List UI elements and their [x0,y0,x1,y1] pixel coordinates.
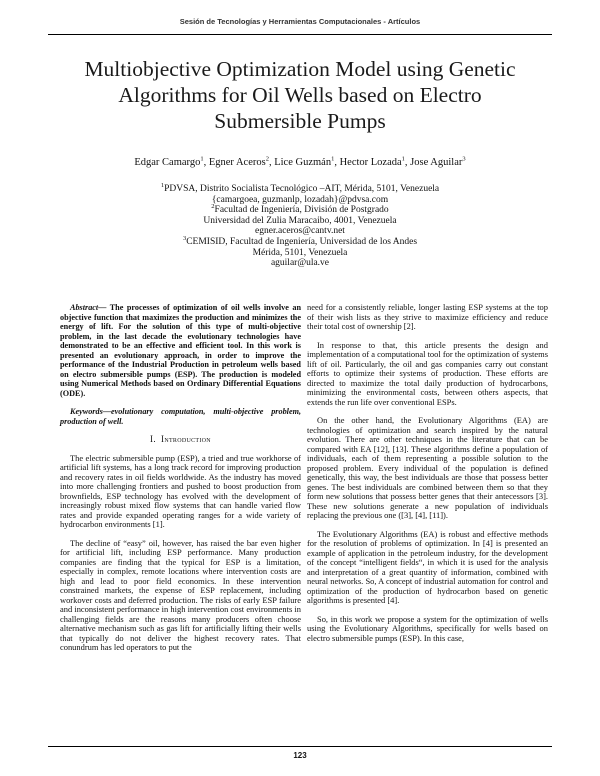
keywords-label: Keywords— [70,407,111,416]
affiliation-3-city: Mérida, 5101, Venezuela [252,247,348,258]
paragraph: need for a consistently reliable, longer lasting ESP systems at the top of their wish lists as they strive to maximize efficiency and reduce their total cost of ownership [2]. [307,302,548,331]
running-header [48,14,552,35]
author-name: Lice Guzmán [274,157,332,168]
affiliations [40,181,560,269]
author-sup: 1 [331,155,335,163]
author-name: Jose Aguilar [410,157,463,168]
abstract-label: Abstract— [70,303,107,312]
abstract-text: The processes of optimization of oil wells involve an objective function that maximizes the production and minimizes the energy of lift. For the solution of this type of multi-objective problem, in the last decade the evolutionary technologies have demonstrated to be an effective and efficient tool. In this work is presented an evolutionary approach, in order to improve the performance of the Industrial Production in petroleum wells based on electro submersible pumps (ESP). The production is modeled using Numerical Methods based on Ordinary Differential Equations (ODE). [60,303,301,398]
author-sup: 1 [200,155,204,163]
paper-title [60,56,540,134]
running-header-text: Sesión de Tecnologías y Herramientas Computacionales - Artículos [179,17,421,26]
author-sup: 3 [462,155,466,163]
affiliation-3: $^3$CEMISID, Facultad de Ingeniería, Universidad de los Andes [182,234,418,247]
paragraph: The electric submersible pump (ESP), a tried and true workhorse of artificial lift systems, has a long track record for improving production and recovery rates in oil fields worldwide. As the industry has moved into more challenging frontiers and pushed to boost production from brownfields, ESP technology has evolved with the development of increasingly robust mixed flow systems that can handle varied flow rates and provide expanded operating ranges for a wide variety of hydrocarbon environments [1]. [60,452,301,529]
right-column [307,303,548,652]
author-sup: 2 [265,155,269,163]
author-name: Hector Lozada [339,157,402,168]
title-line-3: Submersible Pumps [214,109,386,133]
author-list: Edgar Camargo$^1$, Egner Aceros$^2$, Lice Guzmán$^1$, Hector Lozada$^1$, Jose Aguilar$^3$ [134,155,466,168]
section-heading-introduction: I. Introduction [150,434,211,444]
paragraph: The Evolutionary Algorithms (EA) is robust and effective methods for the resolution of problems of optimization. In [4] is presented an example of application in the petroleum industry, for the development of the concept “intelligent fields“, in which it is used for the analysis and interpretation of a great quantity of information, combined with neural networks. So, A concept of industrial automation for control and optimization of the production of hydrocarbon based on genetic algorithms is presented [4]. [307,528,548,605]
affiliation-1: $^1$PDVSA, Distrito Socialista Tecnológico –AIT, Mérida, 5101, Venezuela [160,181,440,194]
affiliation-2-email: egner.aceros@cantv.net [255,226,345,237]
abstract [60,303,301,398]
affiliation-2: $^2$Facultad de Ingeniería, División de Postgrado [211,203,389,216]
keywords [60,407,301,426]
paragraph: On the other hand, the Evolutionary Algorithms (EA) are technologies of optimization and search inspired by the natural evolution. There are other techniques in the literature that can be compared with EA [12], [13]. These algorithms define a population of individuals, each of them representing a possible solution to the proposed problem. Every individual of the population is defined genetically, this way, the best individuals are those that possess better genes. The best individuals are combined between them so that they form new solutions that possess better genes that their antecessors [3]. These new solutions generate a new population of individuals replacing the previous one ([3], [4], [11]). [307,415,548,520]
paragraph: So, in this work we propose a system for the optimization of wells using the Evolutionary Algorithms, specifically for wells based on electro submersible pumps (ESP). In this case, [307,613,548,643]
page-number: 123 [293,751,307,760]
paragraph: In response to that, this article presents the design and implementation of a computational tool for the optimization of systems lift of oil. Particularly, the oil and gas companies carry out constant efforts to optimize their systems of production. These efforts are directed to maximize the total daily production of hydrocarbons, minimizing the environmental costs, between others aspects, that extends the run life over conventional ESPs. [307,339,548,407]
left-column [60,303,301,662]
author-name: Edgar Camargo [134,157,201,168]
keywords-text: evolutionary computation, multi-objective problem, production of well. [60,407,301,426]
author-name: Egner Aceros [208,157,266,168]
footer-rule [48,746,552,747]
title-line-2: Algorithms for Oil Wells based on Electro [118,83,482,107]
affiliation-3-email: aguilar@ula.ve [270,258,330,269]
title-line-1: Multiobjective Optimization Model using Genetic [84,57,516,81]
author-sup: 1 [401,155,405,163]
affiliation-1-emails: {camargoea, guzmanlp, lozadah}@pdvsa.com [211,194,389,205]
paragraph: The decline of “easy” oil, however, has raised the bar even higher for artificial lift, including ESP performance. Many production companies are finding that the typical for ESP is a limitation, especially in complex, remote locations where intervention costs are high and lead to poor field economics. In these intervention constrained markets, the expense of ESP replacement, including workover costs and deferred production. The risks of early ESP failure and inconsistent performance in high intervention cost environments in challenging fields are the reasons many producers often choose alternative mechanism such as gas lift for artificially lifting their wells that typically do not deliver the highest recovery rates. That conundrum has led operators to put the [60,537,301,652]
affiliation-2-university: Universidad del Zulia Maracaibo, 4001, Venezuela [203,215,397,226]
